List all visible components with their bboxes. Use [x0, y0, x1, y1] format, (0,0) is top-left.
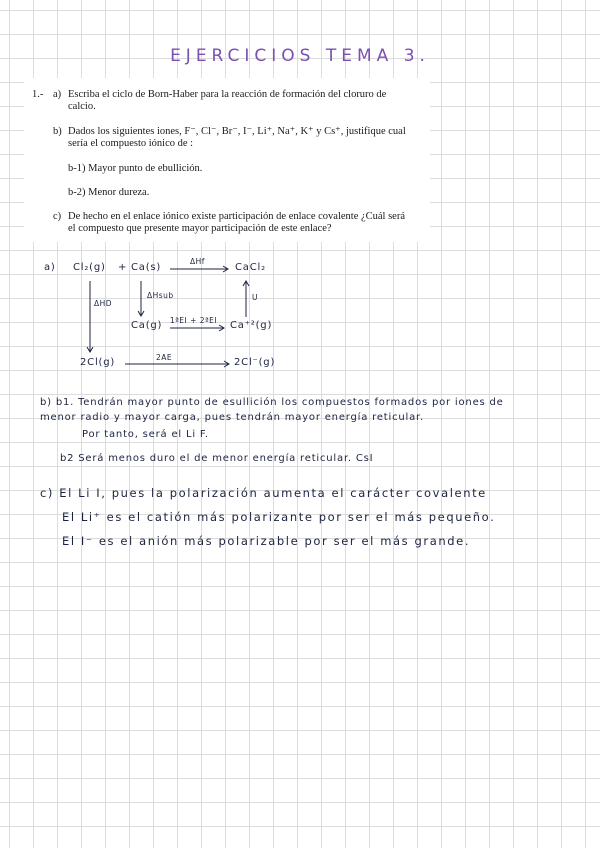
answer-b1-line-1: b) b1. Tendrán mayor punto de esullición los compuestos formados por iones de: [40, 397, 504, 408]
answer-b2-line: b2 Será menos duro el de menor energía reticular. CsI: [60, 453, 374, 464]
answer-b1-line-3: Por tanto, será el Li F.: [82, 429, 209, 440]
part-c-text-2: el compuesto que presente mayor participación de este enlace?: [68, 223, 332, 234]
part-a-text-1: Escriba el ciclo de Born-Haber para la reacción de formación del cloruro de: [68, 89, 387, 100]
delta-hd-label: ΔHD: [94, 299, 113, 308]
plus-sign: +: [118, 262, 128, 273]
part-b1-text: b-1) Mayor punto de ebullición.: [68, 163, 203, 174]
reactant-ca: Ca(s): [131, 262, 162, 273]
electron-affinity-label: 2AE: [156, 353, 173, 362]
part-c-label: c): [53, 211, 62, 222]
lattice-u-label: U: [252, 293, 258, 302]
ionization-label: 1ªEI + 2ªEI: [170, 316, 218, 325]
ca-ion: Ca⁺²(g): [230, 320, 273, 331]
reactant-cl2: Cl₂(g): [73, 262, 106, 273]
page-title: EJERCICIOS TEMA 3.: [170, 46, 430, 66]
product-cacl2: CaCl₂: [235, 262, 266, 273]
delta-hf-label: ΔHf: [190, 257, 205, 266]
answer-c-line-3: El I⁻ es el anión más polarizable por ser el más grande.: [62, 534, 471, 548]
answer-c-line-2: El Li⁺ es el catión más polarizante por ser el más pequeño.: [62, 510, 496, 524]
delta-hsub-label: ΔHsub: [147, 291, 174, 300]
part-c-text-1: De hecho en el enlace iónico existe participación de enlace covalente ¿Cuál será: [68, 211, 405, 222]
cl-atoms: 2Cl(g): [80, 357, 116, 368]
part-b2-text: b-2) Menor dureza.: [68, 187, 150, 198]
cycle-label: a): [44, 262, 56, 273]
part-b-text-2: sería el compuesto iónico de :: [68, 138, 194, 149]
answer-c-line-1: c) El Li I, pues la polarización aumenta el carácter covalente: [40, 486, 487, 500]
ca-gas: Ca(g): [131, 320, 163, 331]
part-b-text-1: Dados los siguientes iones, F⁻, Cl⁻, Br⁻, I⁻, Li⁺, Na⁺, K⁺ y Cs⁺, justifique cual: [68, 126, 406, 137]
exercise-number: 1.-: [32, 89, 44, 100]
part-a-text-2: calcio.: [68, 101, 96, 112]
answer-b1-line-2: menor radio y mayor carga, pues tendrán mayor energía reticular.: [40, 412, 424, 423]
cl-ions: 2Cl⁻(g): [234, 357, 276, 368]
part-a-label: a): [53, 89, 62, 100]
part-b-label: b): [53, 126, 62, 137]
